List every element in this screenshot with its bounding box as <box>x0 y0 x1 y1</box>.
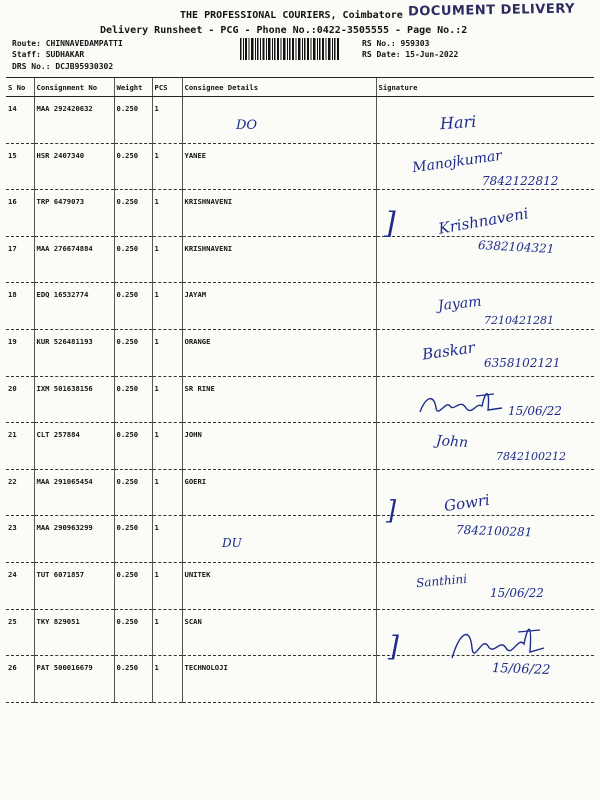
row-pcs: 1 <box>152 143 182 190</box>
date-row-24: 15/06/22 <box>490 586 544 600</box>
table-row <box>6 97 594 144</box>
row-consignment-no: TRP 6479073 <box>34 190 114 237</box>
row-pcs: 1 <box>152 562 182 609</box>
phone-row-21: 7842100212 <box>496 450 566 463</box>
bracket-mark-row-23: ] <box>386 496 397 526</box>
phone-row-18: 7210421281 <box>484 314 554 327</box>
row-consignee: SCAN <box>182 609 376 656</box>
signature-row-19: Baskar <box>421 338 476 364</box>
row-consignee: GOERI <box>182 469 376 516</box>
col-consignment-header: Consignment No <box>34 78 114 97</box>
row-pcs: 1 <box>152 609 182 656</box>
signature-row-21: John <box>435 432 469 452</box>
row-sno: 17 <box>6 236 34 283</box>
row-weight: 0.250 <box>114 329 152 376</box>
row-consignment-no: KUR 526481193 <box>34 329 114 376</box>
row-sno: 23 <box>6 516 34 563</box>
row-sno: 14 <box>6 97 34 144</box>
row-pcs: 1 <box>152 656 182 703</box>
signature-row-14: Hari <box>439 111 477 134</box>
row-pcs: 1 <box>152 376 182 423</box>
row-consignment-no: IXM 501638156 <box>34 376 114 423</box>
phone-row-19: 6358102121 <box>484 356 561 370</box>
document-delivery-stamp: DOCUMENT DELIVERY <box>407 1 576 20</box>
row-consignee: UNITEK <box>182 562 376 609</box>
row-pcs: 1 <box>152 190 182 237</box>
row-consignee: JAYAM <box>182 283 376 330</box>
table-row <box>6 376 594 423</box>
row-consignee: KRISHNAVENI <box>182 236 376 283</box>
signature-row-16: Krishnaveni <box>437 204 530 238</box>
date-row-26: 15/06/22 <box>491 660 551 679</box>
row-weight: 0.250 <box>114 423 152 470</box>
rs-number: RS No.: 959303 <box>362 39 430 48</box>
row-pcs: 1 <box>152 97 182 144</box>
row-sno: 15 <box>6 143 34 190</box>
row-weight: 0.250 <box>114 516 152 563</box>
col-consignee-header: Consignee Details <box>182 78 376 97</box>
row-pcs: 1 <box>152 236 182 283</box>
row-consignee: YANEE <box>182 143 376 190</box>
row-weight: 0.250 <box>114 283 152 330</box>
row-consignment-no: MAA 292420632 <box>34 97 114 144</box>
drs-number: DRS No.: DCJB95930302 <box>12 62 114 71</box>
col-sno-header: S No <box>6 78 34 97</box>
row-consignment-no: TKY 829051 <box>34 609 114 656</box>
row-consignment-no: HSR 2407340 <box>34 143 114 190</box>
row-sno: 22 <box>6 469 34 516</box>
row-weight: 0.250 <box>114 562 152 609</box>
row-pcs: 1 <box>152 283 182 330</box>
row-pcs: 1 <box>152 329 182 376</box>
col-weight-header: Weight <box>114 78 152 97</box>
row-signature-cell <box>376 562 594 609</box>
row-pcs: 1 <box>152 423 182 470</box>
row-sno: 20 <box>6 376 34 423</box>
bracket-mark-row-16: ] <box>384 206 396 241</box>
handwritten-du-note: DU <box>222 536 242 550</box>
signature-row-24: Santhini <box>415 571 468 591</box>
row-sno: 24 <box>6 562 34 609</box>
row-pcs: 1 <box>152 516 182 563</box>
row-weight: 0.250 <box>114 656 152 703</box>
signature-row-23: Gowri <box>442 490 491 516</box>
signature-scribble-row-20 <box>416 386 504 422</box>
row-weight: 0.250 <box>114 190 152 237</box>
bracket-mark-row-26: ] <box>388 630 399 663</box>
row-weight: 0.250 <box>114 609 152 656</box>
row-consignment-no: MAA 290963299 <box>34 516 114 563</box>
row-consignment-no: PAT 500016679 <box>34 656 114 703</box>
row-pcs: 1 <box>152 469 182 516</box>
signature-row-15: Manojkumar <box>411 147 503 177</box>
row-weight: 0.250 <box>114 97 152 144</box>
row-weight: 0.250 <box>114 236 152 283</box>
row-consignment-no: CLT 257884 <box>34 423 114 470</box>
row-consignee: ORANGE <box>182 329 376 376</box>
table-header-row <box>6 78 594 97</box>
runsheet-title: Delivery Runsheet - PCG - Phone No.:0422-3505555 - Page No.:2 <box>100 25 468 36</box>
row-weight: 0.250 <box>114 143 152 190</box>
company-title: THE PROFESSIONAL COURIERS, Coimbatore <box>180 10 403 21</box>
row-consignment-no: TUT 6071857 <box>34 562 114 609</box>
col-signature-header: Signature <box>376 78 594 97</box>
table-row <box>6 516 594 563</box>
row-consignee: SR RINE <box>182 376 376 423</box>
row-consignee: JOHN <box>182 423 376 470</box>
runsheet-table <box>6 77 594 703</box>
row-sno: 26 <box>6 656 34 703</box>
row-sno: 21 <box>6 423 34 470</box>
row-consignee: TECHNOLOJI <box>182 656 376 703</box>
table-row <box>6 469 594 516</box>
rs-date: RS Date: 15-Jun-2022 <box>362 50 459 59</box>
row-weight: 0.250 <box>114 376 152 423</box>
signature-row-18: Jayam <box>437 293 483 315</box>
date-row-20: 15/06/22 <box>508 404 562 418</box>
row-consignment-no: MAA 276674884 <box>34 236 114 283</box>
row-consignee <box>182 516 376 563</box>
handwritten-do-note: DO <box>236 118 258 133</box>
row-consignment-no: MAA 291065454 <box>34 469 114 516</box>
row-weight: 0.250 <box>114 469 152 516</box>
phone-row-15: 7842122812 <box>482 174 559 188</box>
row-sno: 19 <box>6 329 34 376</box>
phone-row-16: 6382104321 <box>477 238 555 256</box>
row-consignee: KRISHNAVENI <box>182 190 376 237</box>
staff-label: Staff: SUDHAKAR <box>12 50 85 59</box>
col-pcs-header: PCS <box>152 78 182 97</box>
row-consignee <box>182 97 376 144</box>
row-sno: 16 <box>6 190 34 237</box>
route-label: Route: CHINNAVEDAMPATTI <box>12 39 123 48</box>
row-consignment-no: EDQ 16532774 <box>34 283 114 330</box>
phone-row-23: 7842100281 <box>455 522 533 540</box>
row-sno: 18 <box>6 283 34 330</box>
barcode-image <box>240 38 340 60</box>
row-signature-cell <box>376 97 594 144</box>
row-sno: 25 <box>6 609 34 656</box>
